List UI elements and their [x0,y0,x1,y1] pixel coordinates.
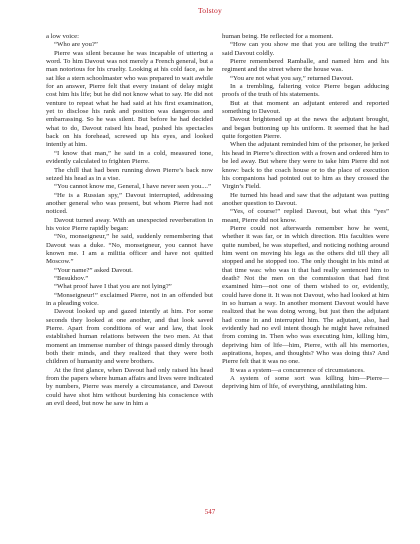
right-paragraph: It was a system—a concurrence of circumstances. [230,366,365,374]
left-paragraph: “I know that man,” he said in a cold, measured tone, evidently calculated to frighten Pierre. [46,149,213,166]
left-paragraph: “Your name?” asked Davout. [54,266,133,274]
right-paragraph: human being. He reflected for a moment. [222,33,334,40]
left-paragraph: “You cannot know me, General, I have never seen you....” [54,183,211,191]
left-paragraph: “Besukhov.” [54,274,89,282]
left-paragraph: a low voice: [46,33,79,40]
right-paragraph: “You are not what you say,” returned Davout. [230,74,354,82]
left-paragraph: The chill that had been running down Pierre’s back now seized his head as in a vise. [46,166,213,182]
page-number: 547 [204,508,216,516]
right-paragraph: A system of some sort was killing him—Pierre—depriving him of life, of everything, annihilating him. [222,375,389,391]
left-paragraph: “He is a Russian spy,” Davout interrupted, addressing another general who was present, but whom Pierre had not noticed. [46,191,213,216]
running-head-title: Tolstoy [197,6,223,15]
left-paragraph: Pierre was silent because he was incapable of uttering a word. To him Davout was not merely a French general, but a man notorious for his cruelty. Looking at his cold face, as he sat like a stern schoolmaster who was prepared to wait awhile for an answer, Pierre felt that every instant of delay might cost him his life; but he did not know what to say. He did not venture to repeat what he had said at his first examination, yet to disclose his rank and position was dangerous and embarrassing. So he was silent. But before he had decided what to do, Davout raised his head, pushed his spectacles back on his forehead, screwed up his eyes, and looked intently at him. [46,49,213,149]
right-paragraph: Davout brightened up at the news the adjutant brought, and began buttoning up his uniform. It seemed that he had quite forgotten Pierre. [222,116,389,141]
left-text-column [46,33,213,408]
right-paragraph: He turned his head and saw that the adjutant was putting another question to Davout. [222,191,389,207]
left-paragraph: “Monseigneur!” exclaimed Pierre, not in an offended but in a pleading voice. [46,291,213,307]
right-paragraph: In a trembling, faltering voice Pierre began adducing proofs of the truth of his statements. [222,83,389,99]
left-paragraph: Davout looked up and gazed intently at him. For some seconds they looked at one another, and that look saved Pierre. Apart from conditions of war and law, that look established human relations between the two men. At that moment an immense number of things passed dimly through both their minds, and they realized that they were both children of humanity and were brothers. [46,308,213,366]
left-paragraph: “No, monseigneur,” he said, suddenly remembering that Davout was a duke. “No, monseigneur, you cannot have known me. I am a militia officer and have not quitted Moscow.” [46,233,213,266]
left-paragraph: “Who are you?” [54,41,98,49]
right-paragraph: Pierre remembered Ramballe, and named him and his regiment and the street where the house was. [222,58,389,74]
right-text-column [222,33,389,392]
right-paragraph: But at that moment an adjutant entered and reported something to Davout. [222,99,389,116]
left-paragraph: “What proof have I that you are not lying?” [54,283,172,291]
right-paragraph: Pierre could not afterwards remember how he went, whether it was far, or in which direction. His faculties were quite numbed, he was stupefied, and noticing nothing around him went on moving his legs as the others did till they all stopped and he stopped too. The only thought in his mind at that time was: who was it that had really sentenced him to death? Not the men on the commission that had first examined him—not one of them wished to or, evidently, could have done it. It was not Davout, who had looked at him in so human a way. In another moment Davout would have realized that he was doing wrong, but just then the adjutant had come in and interrupted him. The adjutant, also, had evidently had no evil intent though he might have refrained from coming in. Then who was executing him, killing him, depriving him of life—him, Pierre, with all his memories, aspirations, hopes, and thoughts? Who was doing this? And Pierre felt that it was no one. [222,224,389,366]
right-paragraph: “How can you show me that you are telling the truth?” said Davout coldly. [222,41,389,57]
left-paragraph: Davout turned away. With an unexpected reverberation in his voice Pierre rapidly began: [46,216,213,232]
left-paragraph: At the first glance, when Davout had only raised his head from the papers where human affairs and lives were indicated by numbers, Pierre was merely a circumstance, and Davout could have shot him without burdening his conscience with an evil deed, but now he saw in him a [46,366,213,408]
right-paragraph: When the adjutant reminded him of the prisoner, he jerked his head in Pierre’s direction with a frown and ordered him to be led away. But where they were to take him Pierre did not know: back to the coach house or to the place of execution his companions had pointed out to him as they crossed the Virgin’s Field. [222,141,389,191]
right-paragraph: “Yes, of course!” replied Davout, but what this “yes” meant, Pierre did not know. [222,208,389,224]
